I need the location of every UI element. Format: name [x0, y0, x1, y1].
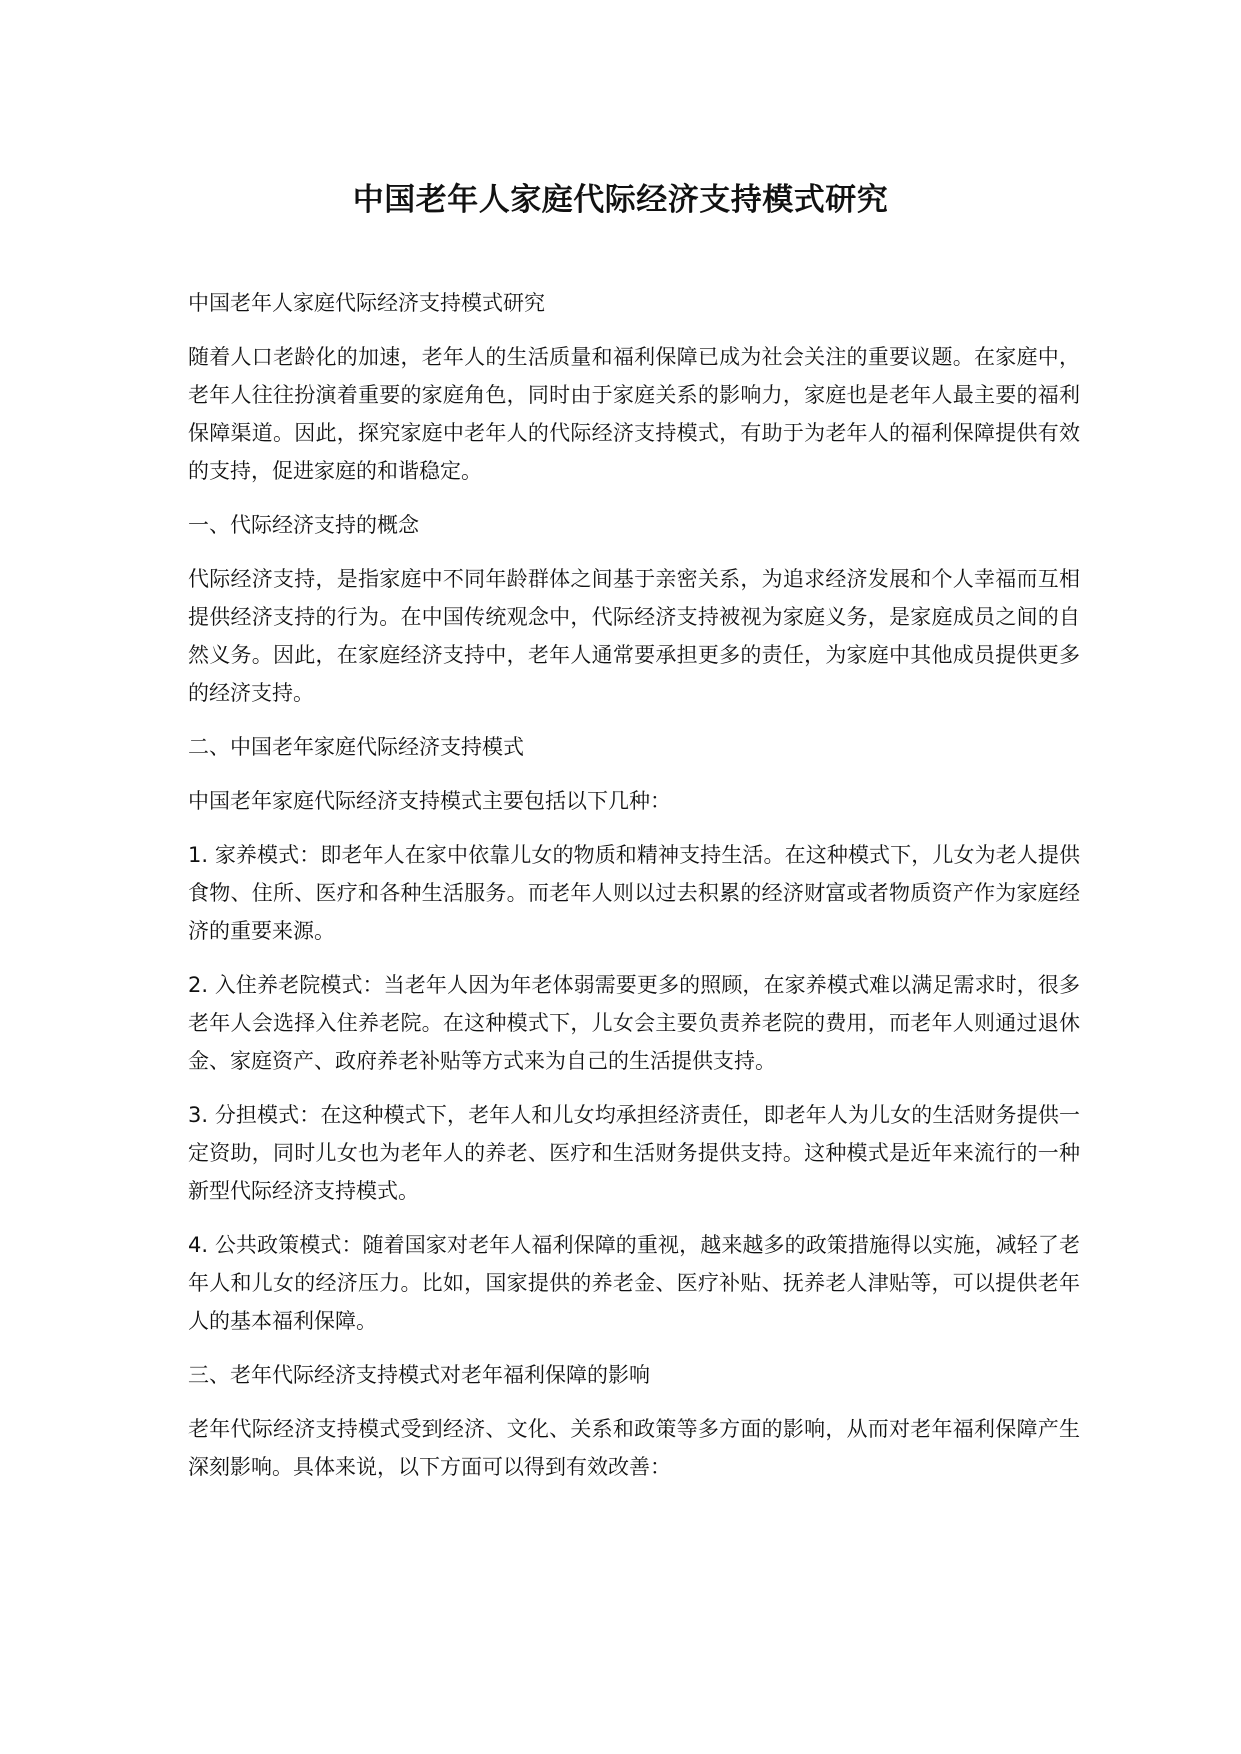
paragraph-subtitle: 中国老年人家庭代际经济支持模式研究 [188, 291, 545, 315]
document-body [188, 284, 1080, 1502]
section-heading-2: 二、中国老年家庭代际经济支持模式 [188, 735, 524, 759]
paragraph-concept: 代际经济支持，是指家庭中不同年龄群体之间基于亲密关系，为追求经济发展和个人幸福而互相提供经济支持的行为。在中国传统观念中，代际经济支持被视为家庭义务，是家庭成员之间的自然义务。因此，在家庭经济支持中，老年人通常要承担更多的责任，为家庭中其他成员提供更多的经济支持。 [188, 567, 1080, 705]
paragraph-impact: 老年代际经济支持模式受到经济、文化、关系和政策等多方面的影响，从而对老年福利保障产生深刻影响。具体来说，以下方面可以得到有效改善： [188, 1417, 1080, 1479]
list-item-public-policy: 4. 公共政策模式：随着国家对老年人福利保障的重视，越来越多的政策措施得以实施，减轻了老年人和儿女的经济压力。比如，国家提供的养老金、医疗补贴、抚养老人津贴等，可以提供老年人的基本福利保障。 [188, 1233, 1080, 1333]
list-item-nursing-home: 2. 入住养老院模式：当老年人因为年老体弱需要更多的照顾，在家养模式难以满足需求时，很多老年人会选择入住养老院。在这种模式下，儿女会主要负责养老院的费用，而老年人则通过退休金、家庭资产、政府养老补贴等方式来为自己的生活提供支持。 [188, 973, 1080, 1073]
section-heading-3: 三、老年代际经济支持模式对老年福利保障的影响 [188, 1363, 650, 1387]
paragraph-intro: 随着人口老龄化的加速，老年人的生活质量和福利保障已成为社会关注的重要议题。在家庭中，老年人往往扮演着重要的家庭角色，同时由于家庭关系的影响力，家庭也是老年人最主要的福利保障渠道。因此，探究家庭中老年人的代际经济支持模式，有助于为老年人的福利保障提供有效的支持，促进家庭的和谐稳定。 [188, 345, 1080, 483]
document-title: 中国老年人家庭代际经济支持模式研究 [352, 182, 889, 218]
list-item-shared: 3. 分担模式：在这种模式下，老年人和儿女均承担经济责任，即老年人为儿女的生活财务提供一定资助，同时儿女也为老年人的养老、医疗和生活财务提供支持。这种模式是近年来流行的一种新型代际经济支持模式。 [188, 1103, 1080, 1203]
paragraph-modes-intro: 中国老年家庭代际经济支持模式主要包括以下几种： [188, 789, 671, 813]
list-item-home-care: 1. 家养模式：即老年人在家中依靠儿女的物质和精神支持生活。在这种模式下，儿女为老人提供食物、住所、医疗和各种生活服务。而老年人则以过去积累的经济财富或者物质资产作为家庭经济的重要来源。 [188, 843, 1080, 943]
section-heading-1: 一、代际经济支持的概念 [188, 513, 419, 537]
